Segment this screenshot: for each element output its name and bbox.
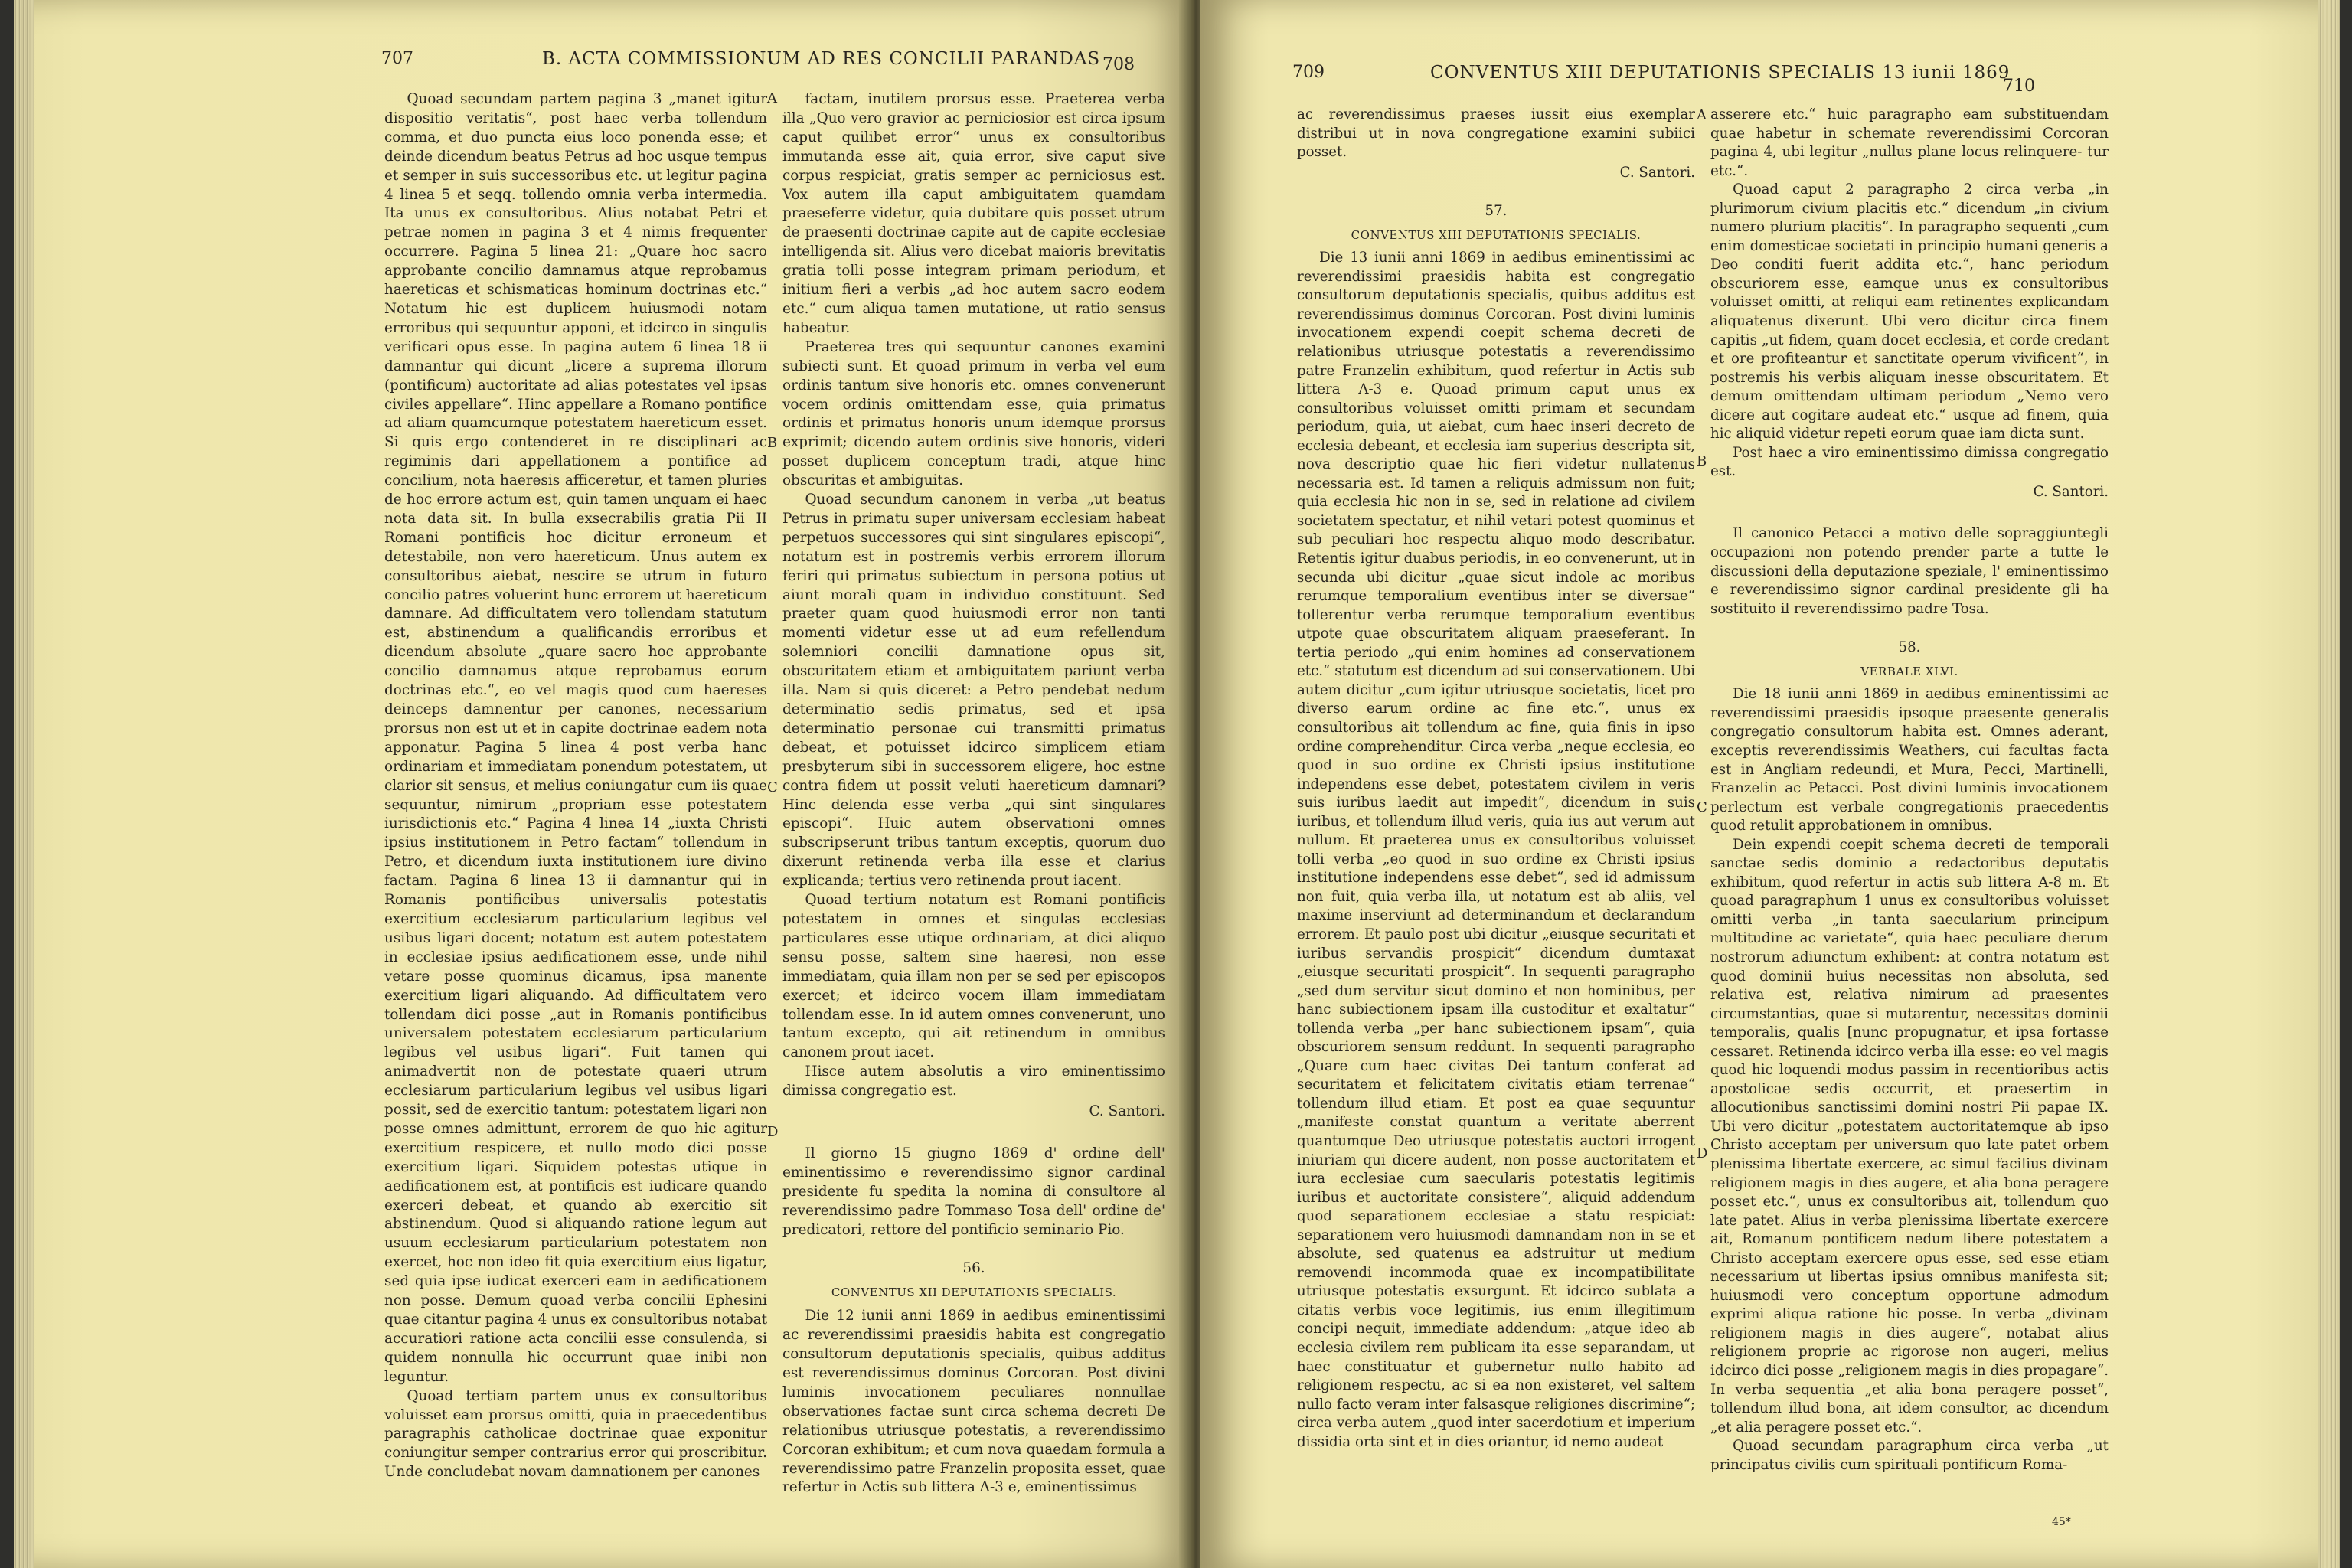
page-number: 710 bbox=[2003, 77, 2035, 96]
text-column bbox=[1710, 106, 2109, 1475]
paragraph: Praeterea tres qui sequuntur canones examini subiecti sunt. Et quoad primum in verba vel eum ordinis tantum sive honoris etc. omnes convenerunt vocem ordinis omittendam esse, quia primatus ordinis et primatus honoris unum idemque prorsus exprimit; dicendo autem ordinis sive honoris, videri posset duplicem conceptum tradi, atque hinc obscuritas et ambiguitas. bbox=[782, 338, 1165, 489]
paragraph: Quoad tertiam partem unus ex consultoribus voluisset eam prorsus omitti, quia in praecedentibus paragraphis catholicae doctrinae quae exponitur coniungitur semper contrarius error qui proscribitur. Unde concludebat novam damnationem per canones bbox=[384, 1387, 767, 1481]
text-column bbox=[1297, 106, 1695, 1452]
section-number: 58. bbox=[1898, 639, 1921, 656]
paragraph: Il canonico Petacci a motivo delle sopraggiuntegli occupazioni non potendo prender parte a tutte le discussioni della deputazione speziale, l' eminentissimo e reverendissimo signor cardinal presidente gli ha sostituito il reverendissimo padre Tosa. bbox=[1710, 525, 2109, 617]
left-page-edges bbox=[14, 0, 34, 1568]
running-header: B. ACTA COMMISSIONUM AD RES CONCILII PARANDAS bbox=[542, 49, 1101, 69]
paragraph: Quoad caput 2 paragrapho 2 circa verba „in plurimorum civium placitis etc.“ dicendum „in civium numero plurium placitis“. In paragrapho sequenti „cum enim domesticae societati in principio humani generis a Deo conditi fuerit addita etc.“, hanc periodum obscuriorem esse, eamque unus ex consultoribus voluisset omitti, at reliqui eam retinentes explicandam aliquatenus dixerunt. Ubi vero dicitur circa finem capitis „ut fidem, quam docet ecclesia, et corde credant et ore profiteantur et sanctitate operum vivificent“, in postremis his verbis aliquam inesse obscuritatem. Et demum omittendam ultimam periodum „Nemo vero dicere aut cogitare audeat etc.“ usque ad finem, quia hic aliquid videtur repeti eorum quae iam dicta sunt. bbox=[1710, 181, 2109, 443]
margin-letter: D bbox=[767, 1124, 779, 1140]
margin-letter: B bbox=[1697, 453, 1707, 469]
signature: C. Santori. bbox=[1089, 1103, 1165, 1120]
margin-letter: A bbox=[1697, 107, 1707, 123]
paragraph: Hisce autem absolutis a viro eminentissimo dimissa congregatio est. bbox=[782, 1063, 1165, 1099]
text-column bbox=[782, 90, 1165, 1498]
section-number: 57. bbox=[1485, 203, 1508, 220]
paragraph: Dein expendi coepit schema decreti de temporali sanctae sedis dominio a redactoribus deputatis exhibitum, quod refertur in actis sub littera A-8 m. Et quoad paragraphum 1 unus ex consultoribus voluisset omitti verba „in tanta saecularium principum multitudine ac varietate“, quia haec peculiare dierum nostrorum adiunctum exhibent: at contra notatum est quod dominii huius necessitas non absoluta, sed relativa est, relativa nimirum ad praesentes circumstantias, quae si mutarentur, necessitas dominii temporalis, qualis [nunc propugnatur, et ipsa fortasse cessaret. Retinenda idcirco verba illa esse: eo vel magis quod hic loquendi modus passim in recentioribus actis apostolicae sedis occurrit, et praesertim in allocutionibus sanctissimi domini nostri Pii papae IX. Ubi vero dicitur „potestatem auctoritatemque ab ipso Christo acceptam per universum quo late patet orbem plenissima libertate exercere, ac simul facilius divinam religionem magis in dies augere, et alia bona peragere posset etc.“, unus ex consultoribus ait, tollendum quo late patet. Alius in verba plenissima libertate exercere ait, Romanum pontificem nedum libere potestatem a Christo acceptam exercere opus esse, sed esse etiam necessarium ut libertas ipsius omnibus manifesta sit; huiusmodi vero conceptum opportune admodum exprimi aliqua ratione hic posse. In verba „divinam religionem magis in dies augere“, notabat alius religionem proprie ac rigorose non augeri, melius idcirco dici posse „religionem magis in dies propagare“. In verba sequentia „et alia bona peragere posset“, tollendum illud bona, ait idem consultor, ac dicendum „et alia peragere posset etc.“. bbox=[1710, 836, 2109, 1436]
paragraph: Quoad secundam paragraphum circa verba „ut principatus civilis cum spirituali pontificum Roma- bbox=[1710, 1438, 2109, 1473]
left-page bbox=[14, 0, 1193, 1568]
running-header: CONVENTUS XIII DEPUTATIONIS SPECIALIS 13 iunii 1869 bbox=[1430, 63, 2011, 83]
paragraph: Post haec a viro eminentissimo dimissa congregatio est. bbox=[1710, 444, 2109, 480]
section-title: CONVENTUS XII DEPUTATIONIS SPECIALIS. bbox=[831, 1285, 1117, 1300]
paragraph: ac reverendissimus praeses iussit eius exemplar distribui ut in nova congregatione examini subiici posset. bbox=[1297, 106, 1695, 161]
signature-mark: 45* bbox=[2052, 1516, 2071, 1528]
paragraph: Die 18 iunii anni 1869 in aedibus eminentissimi ac reverendissimi praesidis ipsoque praesente generalis congregatio consultorum habita est. Omnes aderant, exceptis reverendissimis Weathers, cui facultas facta est in Angliam redeundi, et Mura, Pecci, Martinelli, Franzelin ac Petacci. Post divini luminis invocationem perlectum est verbale congregationis praecedentis quod retulit approbationem in omnibus. bbox=[1710, 686, 2109, 835]
spacer bbox=[1710, 505, 2109, 524]
signature: C. Santori. bbox=[2033, 483, 2109, 500]
spacer bbox=[782, 1125, 1165, 1145]
paragraph: Die 13 iunii anni 1869 in aedibus eminentissimi ac reverendissimi praesidis habita est congregatio consultorum deputationis specialis, quibus additus est reverendissimus dominus Corcoran. Post divini luminis invocationem expendi coepit schema decreti de relationibus utriusque potestatis a reverendissimo patre Franzelin exhibitum, quod refertur in Actis sub littera A-3 e. Quoad primum caput unus ex consultoribus voluisset omitti primam et secundam periodum, quia, ut aiebat, cum haec inseri decreto de ecclesia debeant, et ecclesia iam superius descripta sit, nova descriptio quae hic fieri videtur nullatenus necessaria est. Id tamen a reliquis admissum non fuit; quia ecclesia hic non in se, sed in relatione ad civilem societatem spectatur, et nihil vetari potest quominus et sub peculiari hoc respectu aliquo modo describatur. Retentis igitur duabus periodis, in eo convenerunt, ut in secunda ubi dicitur „quae sicut indole ac moribus rerumque temporalium eventibus inter se diversae“ tollerentur verba rerumque temporalium eventibus utpote quae obscuritatem aliquam praeseferant. In tertia periodo „qui enim homines ad conservationem etc.“ statutum est dicendum ad sui conservationem. Ubi autem dicitur „cum igitur utriusque societatis, licet pro diverso earum ordine ac fine etc.“, unus ex consultoribus ait tollendum ac fine, quia finis in ipso ordine comprehenditur. Circa verba „neque ecclesia, eo quod in suo ordine ex Christi ipsius institutione independens esse debet, potestatem civilem in veris suis iuribus laedit aut impedit“, dicendum in suis iuribus, et tollendum illud veris, quia ius aut verum aut nullum. Et praeterea unus ex consultoribus voluisset tolli verba „eo quod in suo ordine ex Christi ipsius institutione independens esse debet“, sed id admissum non fuit, quia verba illa, ut notatum est ab aliis, vel maxime inserviunt ad determinandum et declarandum errorem. Et paulo post ubi dicitur „eiusque securitati et iuribus servandis prospicit“ dicendum dumtaxat „eiusque securitati prospicit“. In sequenti paragrapho „sed dum servitur sicut domino et non hominibus, per hanc subiectionem ipsam illa custoditur et exaltatur“ tollenda verba „per hanc subiectionem ipsam“, quia obscuriorem sensum reddunt. In sequenti paragrapho „Quare cum haec civitas Dei tantum conferat ad securitatem et felicitatem civitatis etiam terrenae“ tollendum illud etiam. Et post ea quae sequuntur „manifeste constat quantum a veritate aberrent quantumque Deo utriusque potestatis auctori irrogent iniuriam qui dicere audent, non posse auctoritatem et iura ecclesiae cum saecularis potestatis legitimis iuribus et auctoritate consistere“, aliquid addendum quod separationem ecclesiae a statu respiciat: separationem vero huiusmodi damnandam non in se et absolute, sed quatenus ea adstruitur ut medium removendi incommoda quae ex incompatibilitate utriusque potestatis exsurgunt. Et idcirco sublata a citatis verbis voce legitimis, ius enim illegitimum concipi nequit, immediate addendum: „atque ideo ab ecclesia civilem rem publicam ita esse separandam, ut haec constituatur et gubernetur nullo habito ad religionem respectu, ac si ea non existeret, vel saltem nullo facto veram inter falsasque religiones discrimine“; circa verba autem „quod inter sacerdotium et imperium dissidia orta sint et in dies oriantur, id nemo audeat bbox=[1297, 250, 1695, 1450]
margin-letter: C bbox=[767, 779, 778, 795]
paragraph: Quoad tertium notatum est Romani pontificis potestatem in omnes et singulas ecclesias particulares esse utique ordinariam, at dici aliquo sensu posse, saltem sine haeresi, non esse immediatam, quia illam non per se sed per episcopos exercet; et idcirco vocem illam immediatam tollendam esse. In id autem omnes convenerunt, uno tantum excepto, qui ait retinendum in omnibus canonem prout iacet. bbox=[782, 892, 1165, 1061]
page-number: 707 bbox=[381, 49, 413, 68]
section-number: 56. bbox=[962, 1260, 985, 1277]
paragraph: Quoad secundam partem pagina 3 „manet igitur dispositio veritatis“, post haec verba tollendum comma, et duo puncta eius loco ponenda esse; et deinde dicendum beatus Petrus ad hoc usque tempus et semper in suis successoribus etc. ut legitur pagina 4 linea 5 et seqq. tollendo omnia verba intermedia. Ita unus ex consultoribus. Alius notabat Petri et petrae nomen in pagina 3 et 4 nimis frequenter occurrere. Pagina 5 linea 21: „Quare hoc sacro approbante concilio damnamus atque reprobamus haereticas et schismaticas hominum doctrinas etc.“ Notatum hic est duplicem huiusmodi notam erroribus qui sequuntur apponi, et idcirco in singulis verificari opus esse. In pagina autem 6 linea 18 ii damnantur qui dicunt „licere a suprema illorum (pontificum) auctoritate ad alias potestates vel ipsas civiles appellare“. Hinc appellare a Romano pontifice ad aliam quamcumque potestatem haereticum esset. Si quis ergo contenderet in re disciplinari ac regiminis dari appellationem a pontifice ad concilium, nota haeresis afficeretur, et tamen pluries de hoc errore actum est, quin tamen unquam ei haec nota data sit. In bulla exsecrabilis gratia Pii II Romani pontificis hoc dicitur erroneum et detestabile, non vero haereticum. Unus autem ex consultoribus aiebat, nescire se utrum in futuro concilio patres voluerint hunc errorem ut haereticum damnare. Ad difficultatem vero tollendam statutum est, abstinendum a qualificandis erroribus et dicendum absolute „quare sacro hoc approbante concilio damnamus atque reprobamus eorum doctrinas etc.“, eo vel magis quod cum haereses deinceps damnentur per canones, necessarium prorsus non est ut et in capite doctrinae eadem nota apponatur. Pagina 5 linea 4 post verba hanc ordinariam et immediatam ponendum potestatem, ut clarior sit sensus, et melius coniungatur cum iis quae sequuntur, nimirum „propriam esse potestatem iurisdictionis etc.“ Pagina 4 linea 14 „iuxta Christi ipsius institutionem in Petro factam“ tollendum in Petro, et dicendum iuxta institutionem iure divino factam. Pagina 6 linea 13 ii damnantur qui in Romanis pontificibus universalis potestatis exercitium ecclesiarum particularium legibus vel usibus ligari docent; notatum est autem potestatem in ecclesiae ipsius aedificationem esse, unde nihil vetare posse quominus dicamus, ipsa manente exercitium ligari aliquando. Ad difficultatem vero tollendam dici posse „aut in Romanis pontificibus universalem potestatem ecclesiarum particularium legibus vel usibus ligari“. Fuit tamen qui animadvertit non de potestate quaeri utrum ecclesiarum particularium legibus vel usibus ligari possit, sed de exercitio tantum: potestatem ligari non posse omnes admittunt, errorem de quo hic agitur exercitium respicere, et nullo modo dici posse exercitium ligari. Siquidem potestas utique in aedificationem est, at pontificis est iudicare quando exerceri debeat, et quando ab exercitio sit abstinendum. Quod si aliquando ratione legum aut usuum ecclesiarum particularium potestatem non exercet, hoc non ideo fit quia exercitium eius ligatur, sed quia ipse iudicat exerceri eam in aedificationem non posse. Demum quoad verba concilii Ephesini quae citantur pagina 4 unus ex consultoribus notabat accuratiori ratione acta concilii esse consulenda, si quidem nonnulla hic occurrunt quae inibi non leguntur. bbox=[384, 91, 767, 1385]
margin-letter: A bbox=[767, 90, 777, 106]
paragraph: Il giorno 15 giugno 1869 d' ordine dell' eminentissimo e reverendissimo signor cardinal presidente fu spedita la nomina di consultore al reverendissimo padre Tommaso Tosa dell' ordine de' predicatori, rettore del pontificio seminario Pio. bbox=[782, 1145, 1165, 1238]
margin-letter: D bbox=[1697, 1145, 1708, 1161]
paragraph: Quoad secundum canonem in verba „ut beatus Petrus in primatu super universam ecclesiam habeat perpetuos successores qui sint singulares episcopi“, notatum est in postremis verbis errorem illorum feriri qui primatus subiectum in persona potius ut aiunt morali quam in individuo constituunt. Sed praeter quam quod huiusmodi error non tanti momenti videtur esse ut ad eum refellendum solemniori concilii damnatione opus sit, obscuritatem etiam et ambiguitatem pariunt verba illa. Nam si quis diceret: a Petro pendebat nedum determinatio sedis primatus, sed et ipsa determinatio personae cui transmitti primatus debeat, et potuisset idcirco simplicem etiam presbyterum sibi in successorem eligere, hoc estne contra fidem ut possit veluti haereticum damnari? Hinc delenda esse verba „qui sint singulares episcopi“. Huic autem observationi omnes subscripserunt tribus tantum exceptis, quorum duo dixerunt retinenda verba illa esse et clarius explicanda; tertius vero retinenda prout iacent. bbox=[782, 492, 1165, 890]
page-number: 708 bbox=[1102, 55, 1135, 74]
paragraph: asserere etc.“ huic paragrapho eam substituendam quae habetur in schemate reverendissimi Corcoran pagina 4, ubi legitur „nullus plane locus relinquere- tur etc.“. bbox=[1710, 106, 2109, 179]
text-column bbox=[384, 90, 767, 1482]
margin-letter: B bbox=[767, 435, 778, 451]
signature: C. Santori. bbox=[1619, 164, 1695, 181]
page-number: 709 bbox=[1292, 63, 1325, 82]
margin-letter: C bbox=[1697, 799, 1707, 815]
right-page-edges bbox=[2318, 0, 2340, 1568]
paragraph: factam, inutilem prorsus esse. Praeterea verba illa „Quo vero gravior ac perniciosior est circa ipsum caput quilibet error“ unus ex consultoribus immutanda esse ait, quia error, sive caput sive corpus respiciat, gratis semper ac perniciosus est. Vox autem illa caput ambiguitatem quamdam praeseferre videtur, quia dubitare quis posset utrum de praesenti doctrinae capite aut de capite ecclesiae intelligenda sit. Alius vero dicebat maioris brevitatis gratia tolli posse integram primam periodum, et initium fieri a verbis „ad hoc autem sacro eodem etc.“ cum aliqua tamen mutatione, ut ratio sensus habeatur. bbox=[782, 91, 1165, 336]
right-page bbox=[1200, 0, 2340, 1568]
section-title: CONVENTUS XIII DEPUTATIONIS SPECIALIS. bbox=[1351, 227, 1642, 242]
section-title: VERBALE XLVI. bbox=[1860, 664, 1958, 678]
paragraph: Die 12 iunii anni 1869 in aedibus eminentissimi ac reverendissimi praesidis habita est congregatio consultorum deputationis specialis, quibus additus est reverendissimus dominus Corcoran. Post divini luminis invocationem peculiares nonnullae observationes factae sunt circa schema decreti De relationibus utriusque potestatis, a reverendissimo Corcoran exhibitum; et cum nova quaedam formula a reverendissimo patre Franzelin proposita esset, quae refertur in Actis sub littera A-3 e, eminentissimus bbox=[782, 1308, 1165, 1496]
